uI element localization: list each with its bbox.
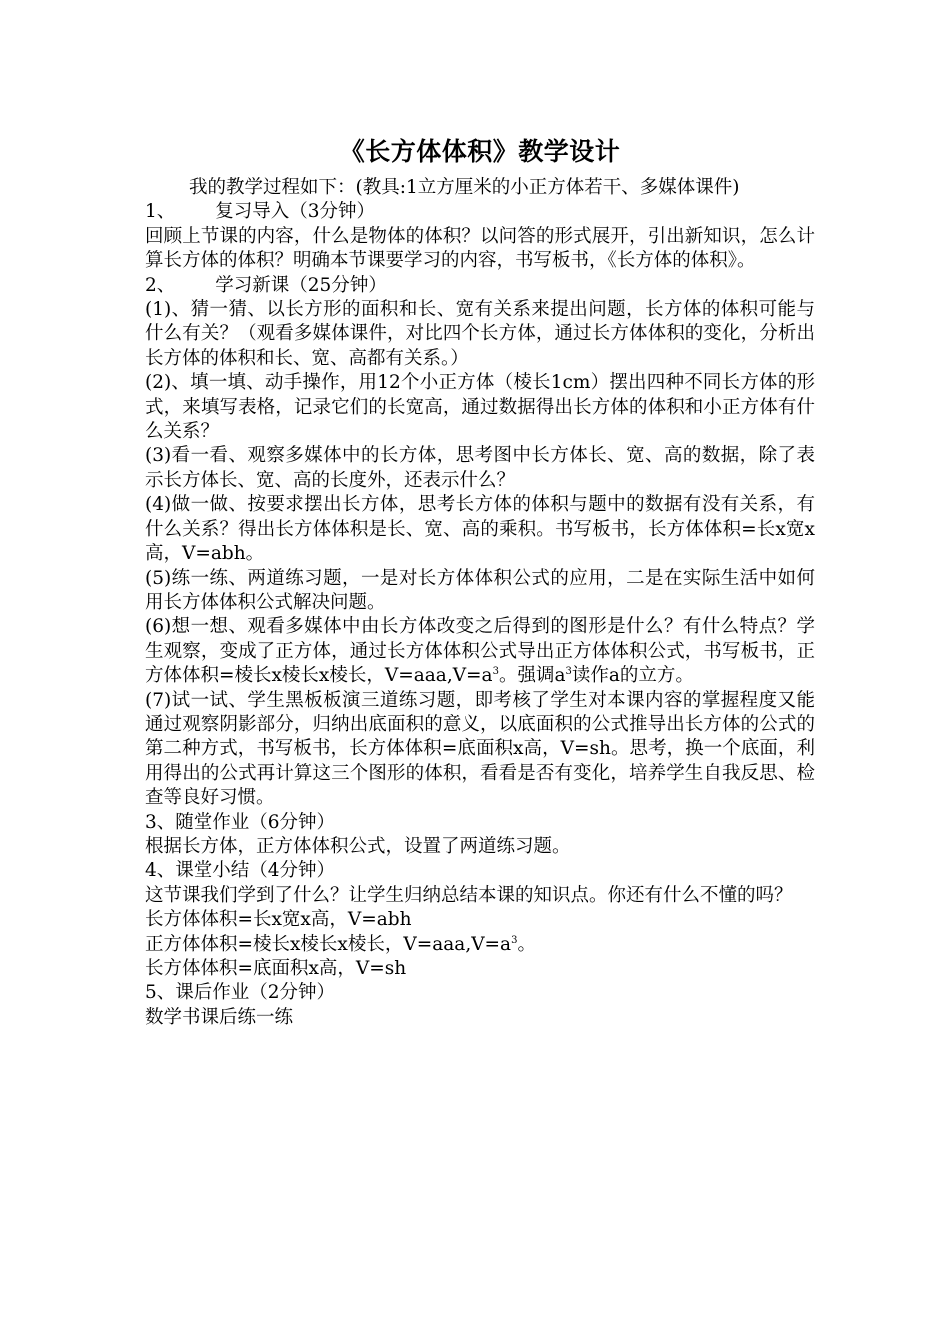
step-6-text-c: 读作a的立方。 <box>571 665 694 687</box>
step-6-text-a: (6)想一想、观看多媒体中由长方体改变之后得到的图形是什么？有什么特点？学生观察，变成了正方体，通过长方体体积公式导出正方体体积公式，书写板书，正方体体积=棱长x棱长x棱长，V=aaa,V=a <box>145 616 815 687</box>
section-1-title: 复习导入（3分钟） <box>215 201 376 223</box>
section-1-number: 1、 <box>145 201 176 223</box>
formula-cuboid: 长方体体积=长x宽x高，V=abh <box>145 909 412 931</box>
section-5-body: 数学书课后练一练 <box>145 1006 294 1028</box>
cube-exponent: 3 <box>511 934 518 946</box>
section-5-heading: 5、课后作业（2分钟） <box>145 982 336 1004</box>
section-2-title: 学习新课（25分钟） <box>215 274 387 296</box>
section-4-body: 这节课我们学到了什么？让学生归纳总结本课的知识点。你还有什么不懂的吗？ <box>145 884 793 906</box>
section-4-heading: 4、课堂小结（4分钟） <box>145 860 336 882</box>
step-1-paragraph: (1)、猜一猜、以长方形的面积和长、宽有关系来提出问题，长方体的体积可能与什么有关？（观看多媒体课件，对比四个长方体，通过长方体体积的变化，分析出长方体的体积和长、宽、高都有关系。） <box>145 299 815 369</box>
section-3-heading: 3、随堂作业（6分钟） <box>145 811 336 833</box>
formula-cube <box>145 933 815 957</box>
step-6-text-b: 。强调a <box>498 665 566 687</box>
formula-cube-end: 。 <box>517 933 536 955</box>
intro-paragraph: 我的教学过程如下：(教具:1立方厘米的小正方体若干、多媒体课件) <box>189 177 740 198</box>
section-1-body: 回顾上节课的内容，什么是物体的体积？以问答的形式展开，引出新知识，怎么计算长方体的体积？明确本节课要学习的内容，书写板书，《长方体的体积》。 <box>145 225 815 272</box>
step-5-paragraph: (5)练一练、两道练习题，一是对长方体体积公式的应用，二是在实际生活中如何用长方体体积公式解决问题。 <box>145 567 815 613</box>
step-3-paragraph: (3)看一看、观察多媒体中的长方体，思考图中长方体长、宽、高的数据，除了表示长方体长、宽、高的长度外，还表示什么？ <box>145 445 815 491</box>
step-4-paragraph: (4)做一做、按要求摆出长方体，思考长方体的体积与题中的数据有没有关系，有什么关系？得出长方体体积是长、宽、高的乘积。书写板书，长方体体积=长x宽x高，V=abh。 <box>145 494 815 565</box>
section-2-number: 2、 <box>145 274 176 296</box>
formula-cube-text: 正方体体积=棱长x棱长x棱长，V=aaa,V=a <box>145 933 512 955</box>
document-page <box>145 132 815 1030</box>
section-3-body: 根据长方体，正方体体积公式，设置了两道练习题。 <box>145 835 571 857</box>
section-2-heading <box>145 274 815 298</box>
page-title: 《长方体体积》教学设计 <box>339 137 621 166</box>
step-6-paragraph <box>145 615 815 688</box>
step-2-paragraph: (2)、填一填、动手操作，用12个小正方体（棱长1cm）摆出四种不同长方体的形式，来填写表格，记录它们的长宽高，通过数据得出长方体的体积和小正方体有什么关系？ <box>145 372 815 443</box>
formula-base-area: 长方体体积=底面积x高，V=sh <box>145 958 407 979</box>
cube-exponent: 3 <box>565 666 572 678</box>
step-7-paragraph: (7)试一试、学生黑板板演三道练习题，即考核了学生对本课内容的掌握程度又能通过观察阴影部分，归纳出底面积的意义，以底面积的公式推导出长方体的公式的第二种方式，书写板书，长方体体积=底面积x高，V=sh。思考，换一个底面，利用得出的公式再计算这三个图形的体积，看看是否有变化，培养学生自我反思、检查等良好习惯。 <box>145 689 815 809</box>
cube-exponent: 3 <box>492 666 499 678</box>
section-1-heading <box>145 200 815 224</box>
